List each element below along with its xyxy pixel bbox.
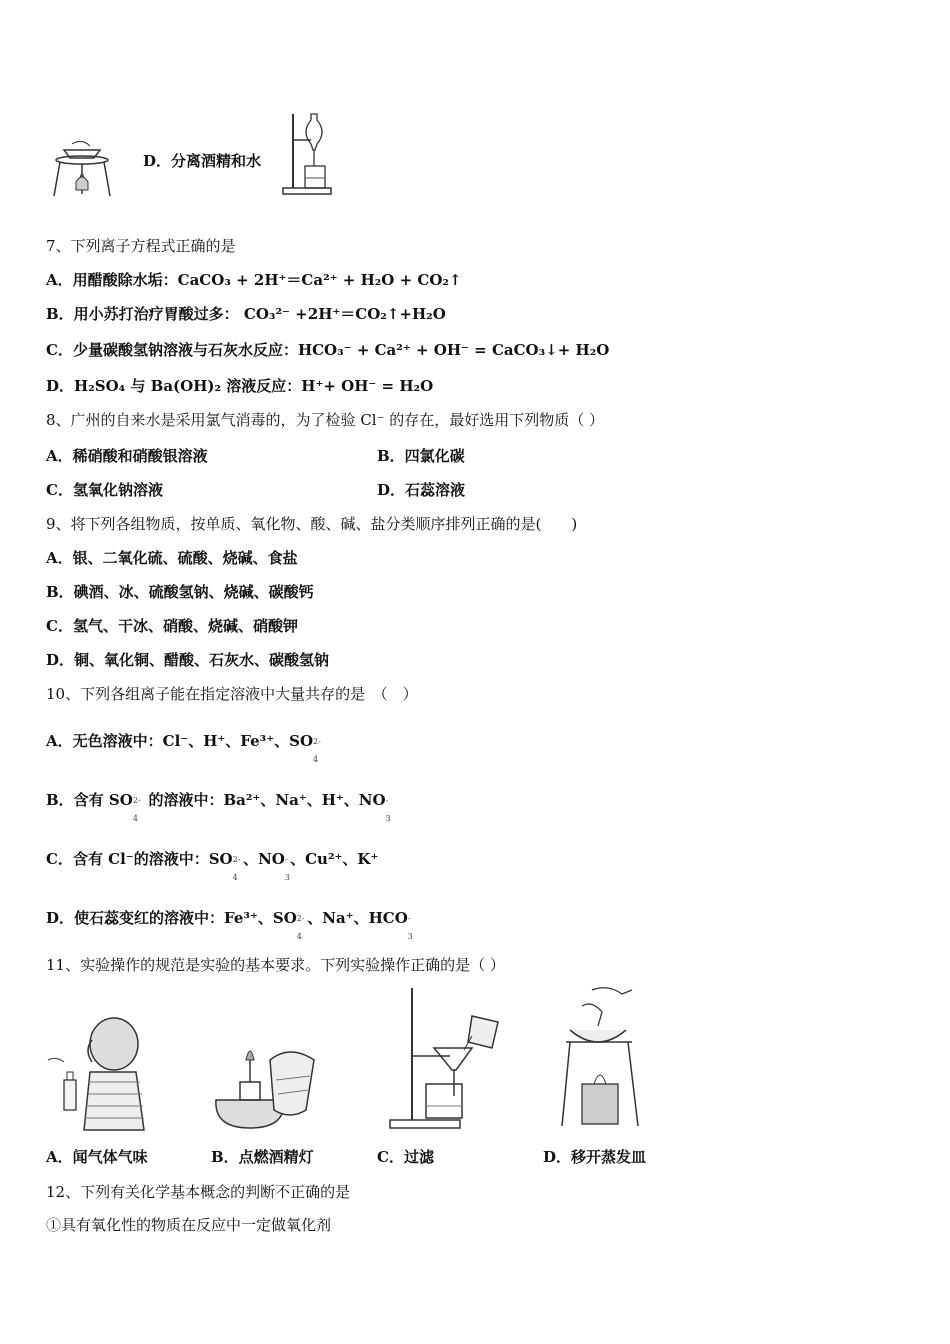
q10-c-text: C．含有 Cl⁻的溶液中：SO bbox=[46, 850, 233, 868]
q10-d-text-2: 、Na⁺、HCO bbox=[307, 909, 408, 927]
q12-item-1: ①具有氧化性的物质在反应中一定做氧化剂 bbox=[46, 1216, 332, 1234]
q8-option-c: C．氢氧化钠溶液 bbox=[46, 481, 163, 499]
q8-stem: 8、广州的自来水是采用氯气消毒的，为了检验 Cl⁻ 的存在，最好选用下列物质（ ） bbox=[46, 411, 605, 429]
q7-option-a: A．用醋酸除水垢：CaCO₃ + 2H⁺＝Ca²⁺ + H₂O + CO₂↑ bbox=[46, 271, 462, 289]
q7-option-b: B．用小苏打治疗胃酸过多： CO₃²⁻ +2H⁺＝CO₂↑+H₂O bbox=[46, 305, 446, 323]
q10-c-text-3: 、Cu²⁺、K⁺ bbox=[290, 850, 379, 868]
q8-option-b: B．四氯化碳 bbox=[377, 447, 465, 465]
ion-charge: 2- bbox=[313, 737, 321, 746]
q9-option-b: B．碘酒、冰、硫酸氢钠、烧碱、碳酸钙 bbox=[46, 583, 314, 601]
q9-stem: 9、将下列各组物质，按单质、氧化物、酸、碱、盐分类顺序排列正确的是( ) bbox=[46, 515, 578, 533]
q11-option-c: C．过滤 bbox=[377, 1148, 434, 1166]
q9-option-d: D．铜、氧化铜、醋酸、石灰水、碳酸氢钠 bbox=[46, 651, 330, 669]
evaporation-apparatus-figure bbox=[50, 138, 114, 200]
q6-option-d: D．分离酒精和水 bbox=[143, 152, 262, 170]
q10-option-d bbox=[46, 908, 413, 941]
q7-stem: 7、下列离子方程式正确的是 bbox=[46, 237, 236, 255]
ion-subscript: 4 bbox=[313, 755, 319, 764]
evaporating-dish-figure bbox=[552, 986, 648, 1132]
q10-c-text-2: 、NO bbox=[243, 850, 285, 868]
ion-charge: 2- bbox=[296, 914, 305, 923]
ion-subscript: 3 bbox=[385, 814, 391, 823]
q10-option-a bbox=[46, 731, 321, 764]
ion-charge: 2- bbox=[232, 855, 241, 864]
q10-b-text: B．含有 SO bbox=[46, 791, 133, 809]
q11-option-a: A．闻气体气味 bbox=[46, 1148, 148, 1166]
ion-charge: - bbox=[284, 855, 288, 864]
q9-option-c: C．氢气、干冰、硝酸、烧碱、硝酸钾 bbox=[46, 617, 298, 635]
q11-option-d: D．移开蒸发皿 bbox=[543, 1148, 647, 1166]
smelling-gas-figure bbox=[44, 1010, 154, 1132]
ion-subscript: 3 bbox=[284, 873, 290, 882]
q10-a-text: A．无色溶液中：Cl⁻、H⁺、Fe³⁺、SO bbox=[46, 732, 314, 750]
ion-subscript: 4 bbox=[132, 814, 138, 823]
q12-stem: 12、下列有关化学基本概念的判断不正确的是 bbox=[46, 1183, 351, 1201]
q7-option-d: D．H₂SO₄ 与 Ba(OH)₂ 溶液反应：H⁺+ OH⁻ = H₂O bbox=[46, 377, 434, 395]
ion-charge: - bbox=[385, 796, 389, 805]
ion-subscript: 4 bbox=[296, 932, 302, 941]
q11-option-b: B．点燃酒精灯 bbox=[211, 1148, 314, 1166]
q11-stem: 11、实验操作的规范是实验的基本要求。下列实验操作正确的是（ ） bbox=[46, 956, 505, 974]
q10-stem: 10、下列各组离子能在指定溶液中大量共存的是 （ ） bbox=[46, 685, 418, 703]
alcohol-lamp-lighting-figure bbox=[210, 1020, 330, 1132]
ion-subscript: 3 bbox=[407, 932, 413, 941]
separatory-funnel-figure bbox=[281, 110, 333, 196]
q10-b-text-2: 的溶液中：Ba²⁺、Na⁺、H⁺、NO bbox=[148, 791, 386, 809]
q10-option-b bbox=[46, 790, 391, 823]
q8-option-a: A．稀硝酸和硝酸银溶液 bbox=[46, 447, 208, 465]
q10-d-text: D．使石蕊变红的溶液中：Fe³⁺、SO bbox=[46, 909, 297, 927]
q9-option-a: A．银、二氧化硫、硫酸、烧碱、食盐 bbox=[46, 549, 298, 567]
ion-charge: 2- bbox=[132, 796, 141, 805]
ion-subscript: 4 bbox=[232, 873, 238, 882]
q10-option-c bbox=[46, 849, 379, 882]
q8-option-d: D．石蕊溶液 bbox=[377, 481, 466, 499]
ion-charge: - bbox=[407, 914, 411, 923]
filtration-figure bbox=[372, 986, 512, 1132]
q7-option-c: C．少量碳酸氢钠溶液与石灰水反应：HCO₃⁻ + Ca²⁺ + OH⁻ = CaCO₃↓+ H₂O bbox=[46, 341, 610, 359]
